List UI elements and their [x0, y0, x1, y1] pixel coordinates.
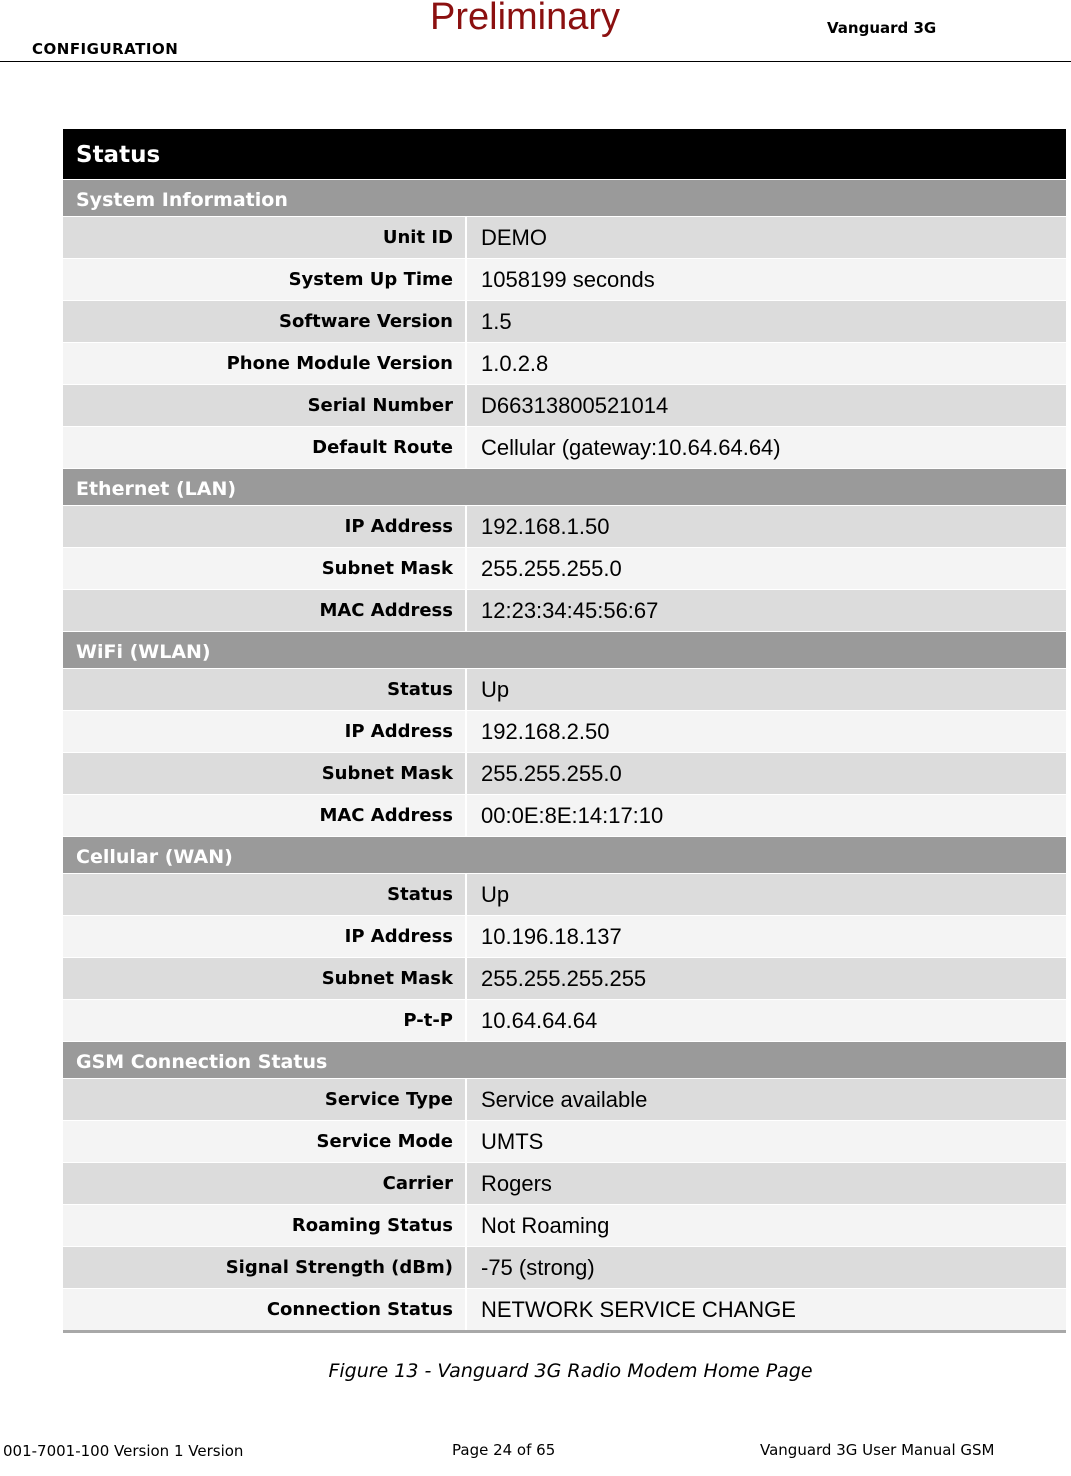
row-value: 255.255.255.255	[467, 958, 1066, 999]
status-row	[63, 999, 1066, 1041]
row-value: Not Roaming	[467, 1205, 1066, 1246]
status-row	[63, 384, 1066, 426]
row-value: 12:23:34:45:56:67	[467, 590, 1066, 631]
preliminary-watermark: Preliminary	[430, 0, 621, 38]
row-value: 1.0.2.8	[467, 343, 1066, 384]
row-value: 255.255.255.0	[467, 548, 1066, 589]
row-value: -75 (strong)	[467, 1247, 1066, 1288]
status-row	[63, 1162, 1066, 1204]
row-label: Unit ID	[63, 217, 467, 258]
row-value: 192.168.1.50	[467, 506, 1066, 547]
row-label: IP Address	[63, 916, 467, 957]
status-row	[63, 1288, 1066, 1330]
footer-manual-title: Vanguard 3G User Manual GSM	[760, 1441, 995, 1459]
row-value: Up	[467, 669, 1066, 710]
figure-caption: Figure 13 - Vanguard 3G Radio Modem Home Page	[328, 1360, 813, 1382]
row-value: 10.64.64.64	[467, 1000, 1066, 1041]
section-heading: Ethernet (LAN)	[63, 468, 1066, 505]
footer-doc-number: 001-7001-100 Version 1 Version	[3, 1442, 244, 1460]
row-label: Subnet Mask	[63, 548, 467, 589]
header-section-label: CONFIGURATION	[32, 40, 179, 58]
row-value: 1.5	[467, 301, 1066, 342]
row-value: DEMO	[467, 217, 1066, 258]
row-value: Up	[467, 874, 1066, 915]
section-heading: System Information	[63, 179, 1066, 216]
row-label: Roaming Status	[63, 1205, 467, 1246]
status-row	[63, 1204, 1066, 1246]
row-label: Service Mode	[63, 1121, 467, 1162]
status-row	[63, 794, 1066, 836]
status-row	[63, 300, 1066, 342]
row-value: NETWORK SERVICE CHANGE	[467, 1289, 1066, 1330]
row-value: 1058199 seconds	[467, 259, 1066, 300]
status-title: Status	[63, 129, 1066, 179]
status-row	[63, 1120, 1066, 1162]
status-row	[63, 752, 1066, 794]
row-value: D66313800521014	[467, 385, 1066, 426]
row-label: P-t-P	[63, 1000, 467, 1041]
row-label: Service Type	[63, 1079, 467, 1120]
status-row	[63, 710, 1066, 752]
row-value: Service available	[467, 1079, 1066, 1120]
status-row	[63, 1246, 1066, 1288]
row-label: IP Address	[63, 711, 467, 752]
status-row	[63, 915, 1066, 957]
row-label: Signal Strength (dBm)	[63, 1247, 467, 1288]
row-value: 00:0E:8E:14:17:10	[467, 795, 1066, 836]
status-row	[63, 216, 1066, 258]
status-row	[63, 589, 1066, 631]
row-label: Status	[63, 874, 467, 915]
row-label: System Up Time	[63, 259, 467, 300]
section-heading: Cellular (WAN)	[63, 836, 1066, 873]
header-product-name: Vanguard 3G	[827, 19, 937, 37]
status-screenshot	[63, 129, 1066, 1333]
row-label: Default Route	[63, 427, 467, 468]
row-label: Status	[63, 669, 467, 710]
status-row	[63, 1078, 1066, 1120]
row-label: Serial Number	[63, 385, 467, 426]
row-value: 255.255.255.0	[467, 753, 1066, 794]
row-label: Carrier	[63, 1163, 467, 1204]
row-label: Subnet Mask	[63, 753, 467, 794]
status-row	[63, 547, 1066, 589]
row-value: 192.168.2.50	[467, 711, 1066, 752]
row-label: Subnet Mask	[63, 958, 467, 999]
row-label: Connection Status	[63, 1289, 467, 1330]
row-value: 10.196.18.137	[467, 916, 1066, 957]
row-value: Rogers	[467, 1163, 1066, 1204]
status-row	[63, 873, 1066, 915]
status-row	[63, 668, 1066, 710]
row-value: Cellular (gateway:10.64.64.64)	[467, 427, 1066, 468]
section-heading: WiFi (WLAN)	[63, 631, 1066, 668]
row-label: MAC Address	[63, 590, 467, 631]
row-label: Software Version	[63, 301, 467, 342]
status-row	[63, 505, 1066, 547]
status-sections	[63, 179, 1066, 1330]
row-value: UMTS	[467, 1121, 1066, 1162]
section-heading: GSM Connection Status	[63, 1041, 1066, 1078]
table-bottom-rule	[63, 1330, 1066, 1333]
row-label: Phone Module Version	[63, 343, 467, 384]
status-row	[63, 258, 1066, 300]
status-row	[63, 426, 1066, 468]
status-row	[63, 957, 1066, 999]
status-row	[63, 342, 1066, 384]
row-label: MAC Address	[63, 795, 467, 836]
footer-page-number: Page 24 of 65	[452, 1441, 556, 1459]
header-divider	[0, 61, 1071, 62]
row-label: IP Address	[63, 506, 467, 547]
